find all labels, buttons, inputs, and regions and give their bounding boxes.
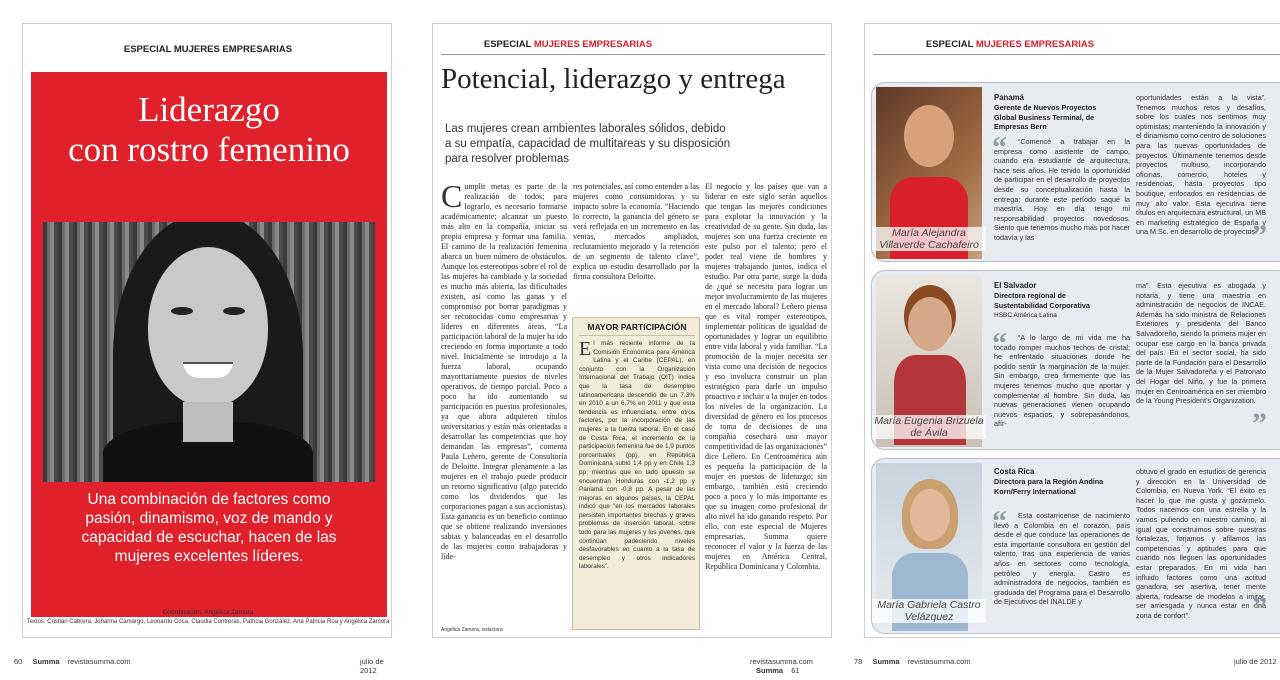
- header-rule: [441, 54, 825, 55]
- folio-site: revistasumma.com: [67, 657, 131, 666]
- box-rule: [579, 335, 695, 336]
- box-title: MAYOR PARTICIPACIÓN: [587, 322, 687, 332]
- profile-card-el-salvador: [871, 270, 1280, 450]
- folio-site: revistasumma.com: [750, 657, 813, 666]
- profile-text-1: Esta costarricense de nacimiento llevó a Colombia en el corazón, país desde el que conduce las operaciones de esta importante consultora en gestión del talento, tras una experiencia de varios años en sectores como tecnología, petróleo y energía. Castro es administradora de negocios, también es graduada del Programa para el Desarrollo de Ejecutivos del INALDE y: [994, 511, 1130, 607]
- header-highlight: MUJERES EMPRESARIAS: [533, 39, 653, 50]
- section-header: [865, 39, 1155, 50]
- page-78: [852, 0, 1280, 680]
- body-column-2: res potenciales, así como entender a las mujeres como consumidoras y su impacto sobre la economía. “Haciendo lo correcto, la ganancia del género se verá reflejada en un incremento en las ventas, mercados ampliados, reclutamiento mejorado y la retención de un segmento de talento clave”, explica un estudio desarrollado por la firma consultora Deloitte.: [573, 182, 699, 281]
- profile-text-2: ma”. Esta ejecutiva es abogada y notaria, y tiene una maestría en administración de negocios de INCAE. Además ha sido ministra de Relaciones Exteriores y presidenta del Banco Salvadoreño, siendo la primera mujer en ocupar ese cargo en la banca privada del país. En el sector social, ha sido parte de la Fundación para el Desarrollo de la Mujer Salvadoreña y el Patronato del Hogar del Niño, y fue la primera mujer en Centroamérica en ser miembro de la Young President’s Organization.: [1136, 281, 1266, 406]
- cover-portrait: [43, 222, 375, 482]
- profile-name: María Eugenia Brizuela de Ávila: [872, 415, 986, 439]
- close-quote-icon: ”: [1252, 407, 1267, 440]
- folio-78: [854, 657, 1280, 666]
- portrait-neck: [183, 402, 233, 442]
- portrait-eye-left: [171, 307, 193, 315]
- profile-name: María Alejandra Villaverde Cachafeiro: [872, 227, 986, 251]
- section-header: ESPECIAL MUJERES EMPRESARIAS: [123, 44, 293, 55]
- face-shape: [908, 297, 952, 351]
- profile-text-2: oportunidades están a la vista”. Tenemos muchos retos y desafíos, sobre los cuales nos sentimos muy optimistas; manteniendo la innovación y el dinamismo como centro de soluciones para las nuevas oportunidades de proyectos. Últimamente tenemos desde proyectos multiuso, incorporando oficinas, comercio, hoteles y residencias, hasta proyectos tipo boutique, enfocados en residencias de muy alto valor. Esta ejecutiva tiene títulos en arquitectura estructural, un MB en marketing estratégico de España y una M.Sc. en desarrollo de proyectos.: [1136, 93, 1266, 237]
- author-credit: Angélica Zamora, redactora: [441, 627, 503, 633]
- profile-role: Directora regional de Sustentabilidad Corporativa: [994, 291, 1090, 310]
- profile-role: Gerente de Nuevos Proyectos Global Business Terminal, de Empresas Bern: [994, 103, 1097, 131]
- profile-text-1: “Comencé a trabajar en la empresa como asistente de campo, cuando era estudiante de arquitectura, hace seis años. He tenido la oportunidad de participar en el desarrollo de proyectos desde su conceptualización hasta la entrega; durante este período saqué la maestría. Hoy en día tengo mi responsabilidad proyectos novedosos. Siento que tenemos mucho más por hacer todavía y las: [994, 137, 1130, 242]
- profile-card-panama: [871, 82, 1280, 262]
- column-1-text: umplir metas es parte de la realización de todos; para lograrlo, es necesario formarse académicamente; alcanzar un puesto más alto en la compañía, iniciar su propia empresa y formar una familia. El camino de la realización femenina abarca un buen número de obstáculos. Aunque los estereotipos sobre el rol de las mujeres ha cambiado y la sociedad es mucho más abierta, las dificultades existen, así como las ganas y el compromiso por borrar paradigmas y ser reconocidas como empresarias y líderes en diferentes áreas. “La participación laboral de la mujer ha ido creciendo en forma importante a todo nivel. Inicialmente se introdujo a la fuerza laboral, ocupando mayoritariamente puestos de niveles operativos, de tiempo parcial. Poco a poco ha ido aumentando su participación en puestos profesionales, ya que ahora adquieren títulos universitarios y están más orientadas a desarrollar las competencias que hoy demandan las empresas”, comenta Paula Leñero, gerente de Consultoría de Deloitte. Integrar plenamente a las mujeres en el trabajo puede producir un retorno significativo (algo parecido como los dividendos que las corporaciones pagan a sus accionistas). Esta ganancia es un beneficio continuo que se obtiene realizando inversiones sabias y balanceadas en el desarrollo de las mujeres como trabajadoras y líde-: [441, 182, 567, 561]
- folio-brand: Summa: [32, 657, 60, 666]
- folio-61: [750, 657, 842, 675]
- close-quote-icon: ”: [1252, 219, 1267, 252]
- body-column-1: [441, 182, 567, 622]
- folio-date: julio de 2012: [1234, 657, 1277, 666]
- profile-text-2: obtuvo el grado en estudios de gerencia y dirección en la Universidad de Colombia, en Nueva York. “El éxito es hacer lo que me gusta y gozármelo. Todos nacemos con una estrella y la vamos puliendo en nuestro camino, al igual que construimos sobre nuestras fortalezas, forjamos y afilamos las competencias y aptitudes para que cuando nos lleguen las oportunidades estar preparados. En mi vida han influido factores como una actitud ganadora, ser asertiva, tener mente abierta, rodearse de modelos a imitar, ser arriesgada y nunca estar en una zona de confort”.: [1136, 467, 1266, 620]
- folio-brand: Summa: [756, 666, 784, 675]
- folio-site: revistasumma.com: [907, 657, 971, 666]
- folio-brand: Summa: [872, 657, 900, 666]
- header-prefix: ESPECIAL: [925, 39, 974, 50]
- portrait-face: [148, 247, 268, 407]
- article-title: Potencial, liderazgo y entrega: [441, 63, 786, 95]
- face-shape: [910, 489, 950, 541]
- page-61-frame: [432, 23, 832, 638]
- page-78-frame: [864, 23, 1280, 638]
- folio-num: 78: [854, 657, 863, 666]
- close-quote-icon: ”: [1252, 591, 1267, 624]
- box-drop-cap: E: [579, 340, 592, 360]
- profile-country: Costa Rica: [994, 467, 1035, 476]
- header-prefix: ESPECIAL: [483, 39, 532, 50]
- box-text-wrap: [579, 340, 695, 628]
- credit-texts: Textos: Cristian Cabrera, Johanna Camargo, Leonardo Coca, Claudia Contreras, Patricia González, Ana Patricia Roa y Angélica Zamora: [26, 619, 390, 625]
- folio-num: 60: [14, 657, 23, 666]
- folio-date: julio de 2012: [360, 657, 384, 675]
- cover-title-line2: con rostro femenino: [68, 130, 350, 169]
- profile-name: María Gabriela Castro Velázquez: [872, 599, 986, 623]
- cover-subtitle: Una combinación de factores como pasión, dinamismo, voz de mando y capacidad de escuchar, hacen de las mujeres excelentes líderes.: [81, 491, 337, 565]
- folio-num: 61: [791, 666, 800, 675]
- page-60-frame: [22, 23, 392, 638]
- sidebar-box: [572, 317, 700, 630]
- profile-company: HSBC América Latina: [994, 312, 1057, 319]
- page-60: [0, 0, 400, 680]
- profile-country: Panamá: [994, 93, 1024, 102]
- credit-coordination: Coordinación: Angélica Zamora: [162, 609, 254, 616]
- header-highlight: MUJERES EMPRESARIAS: [975, 39, 1095, 50]
- open-quote-icon: “: [992, 505, 1007, 538]
- header-rule: [873, 54, 1280, 55]
- face-shape: [904, 105, 954, 167]
- body-column-3: El negocio y los países que van a liderar en este siglo serán aquellos que tengan las mejores condiciones para explotar la innovación y la creatividad de su gente. Sin duda, las mujeres son una fuerza creciente en este pulso por el talento; pero el poder real viene de hombres y mujeres trabajando juntos, indica el estudio. Por otra parte, surge la duda de ¿qué se necesita para lograr un mejor involucramiento de las mujeres en el mercado laboral? Leñero piensa que es vital romper estereotipos, implementar políticas de igualdad de oportunidades y lograr un equilibrio entre vida laboral y vida familiar. “La promoción de la mujer necesita ser vista como una decisión de negocios y eso involucra construir un plan estratégico para darle un impulso proactivo e incluir a la mujer en todos los niveles de la organización. La diversidad de género en los procesos de toma de decisiones de una compañía cosechará una mayor competitividad de las organizaciones” dice Leñero. En Centroamérica aún es pequeña la participación de la mujer en puestos de liderazgo; sin embargo, también está creciendo poco a poco y lo más importante es que su imagen como profesional de alto nivel ha ido ganando respeto. Por ello, con este especial de Mujeres empresarias, Summa quiere reconocer el valor y la fuerza de las mujeres en América Central, República Dominicana y Colombia.: [705, 182, 827, 571]
- portrait-eye-right: [223, 307, 245, 315]
- page-61: [420, 0, 842, 680]
- folio-60: [14, 657, 394, 675]
- cover-panel: [31, 72, 387, 617]
- profile-card-costa-rica: [871, 458, 1280, 634]
- profile-country: El Salvador: [994, 281, 1037, 290]
- drop-cap: C: [441, 182, 463, 214]
- open-quote-icon: “: [992, 327, 1007, 360]
- section-header: [433, 39, 703, 50]
- profile-role: Directora para la Región Andina Korn/Ferry International: [994, 477, 1104, 496]
- article-deck: Las mujeres crean ambientes laborales sólidos, debido a su empatía, capacidad de multitareas y su disposición para resolver problemas: [445, 123, 731, 165]
- profile-text-1: “A lo largo de mi vida me ha tocado romper muchos techos de cristal; he enfrentado situaciones donde he podido sentir la marginación de la mujer. Sin embargo, creo firmemente que las mujeres tenemos mucho que aportar y complementar al hombre. Sin duda, las nuevas generaciones vienen ocupando nuevos espacios, y sobrepasándonos, afír-: [994, 333, 1130, 429]
- open-quote-icon: “: [992, 131, 1007, 164]
- cover-title-line1: Liderazgo: [138, 90, 280, 129]
- box-text: l más reciente informe de la Comisión Económica para América Latina y el Caribe (CEPAL), en conjunto con la Organización Internacional del Trabajo (OIT) indica que la tasa de desempleo latinoamericana descendió de un 7,3% en 2010 a un 6,7% en 2011 y que esta tendencia es influenciada, entre otros factores, por la incorporación de las mujeres a la fuerza laboral. En el caso de Costa Rica, el incremento de la participación femenina fue de 1,9 puntos porcentuales (pp), en República Dominicana subió 1,4 pp y en Chile 1,3 pp; mientras que en lado opuesto se encuentran Honduras con -1,2 pp y Panamá con -0,8 pp. A pesar de las mejoras en algunos países, la CEPAL indicó que “en los mercados laborales persisten importantes brechas y graves problemas de inserción laboral, sobre todo para las mujeres y los jóvenes, que continúan padeciendo niveles desfavorables en cuanto a la tasa de desempleo y otros indicadores laborales”.: [579, 340, 695, 571]
